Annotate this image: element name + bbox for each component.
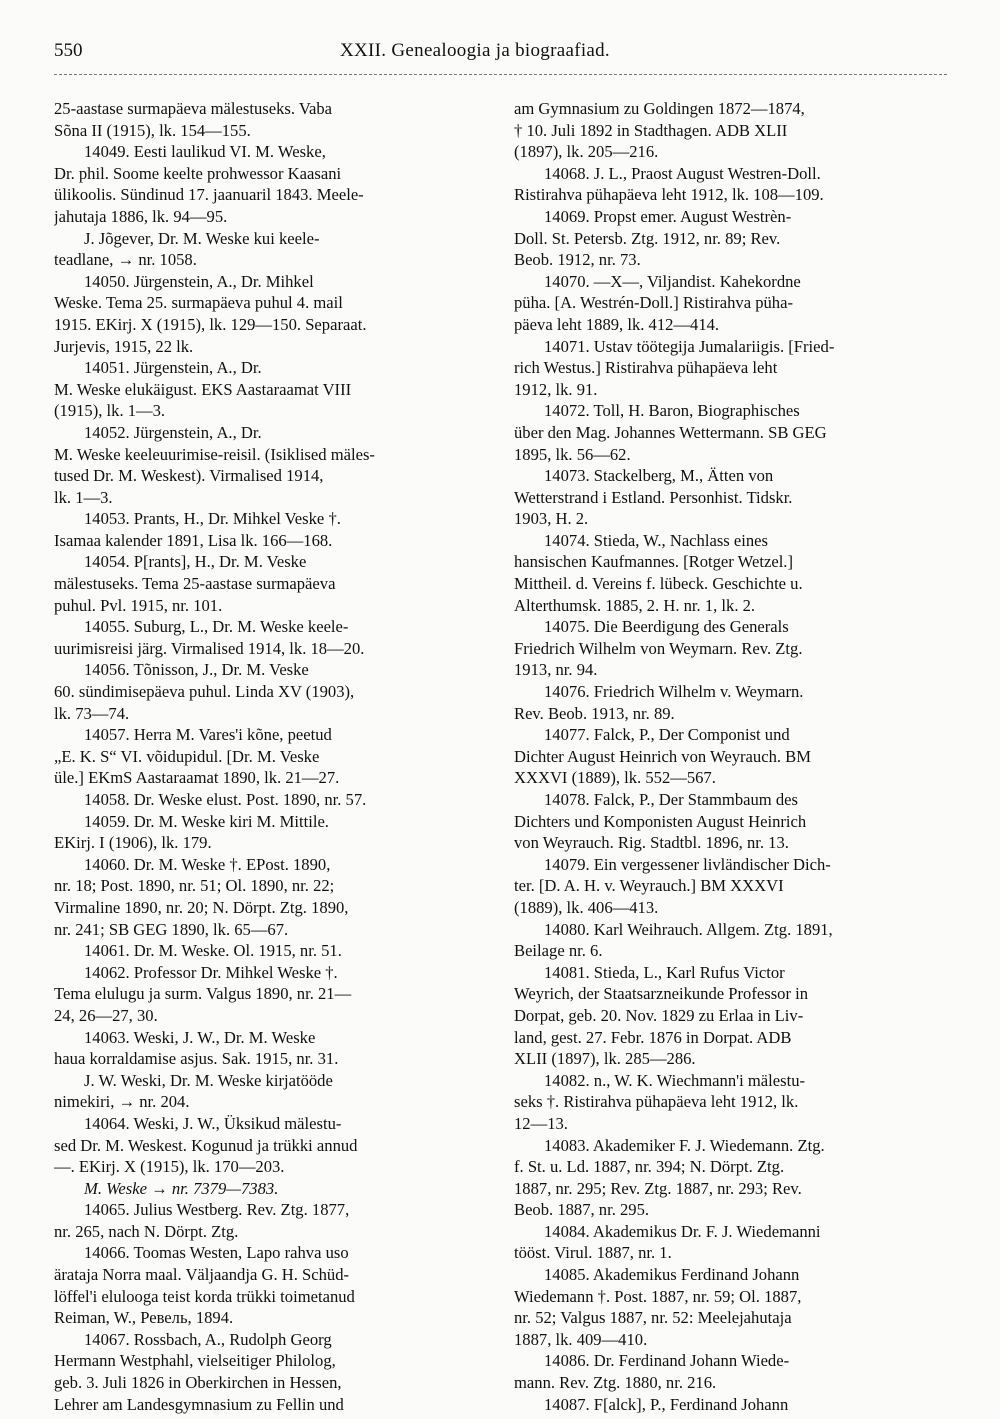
text-line: Hermann Westphahl, vielseitiger Philolog, — [54, 1351, 336, 1371]
text-line: 14070. —X—, Viljandist. Kahekordne — [544, 271, 801, 291]
text-line: (1889), lk. 406—413. — [514, 897, 659, 917]
text-line: Friedrich Wilhelm von Weymarn. Rev. Ztg. — [514, 638, 803, 658]
text-line: nr. 52; Valgus 1887, nr. 52: Meelejahutaja — [514, 1308, 792, 1328]
text-line: 14063. Weski, J. W., Dr. M. Weske — [84, 1027, 316, 1047]
text-line: 14052. Jürgenstein, A., Dr. — [84, 422, 262, 442]
text-line: 14077. Falck, P., Der Componist und — [544, 725, 790, 745]
text-line: seks †. Ristirahva pühapäeva leht 1912, lk. — [514, 1092, 799, 1112]
text-line: ter. [D. A. H. v. Weyrauch.] BM XXXVI — [514, 876, 784, 896]
text-line: 14076. Friedrich Wilhelm v. Weymarn. — [544, 682, 804, 702]
text-line: püha. [A. Westrén-Doll.] Ristirahva püha- — [514, 293, 793, 313]
text-line: uurimisreisi järg. Virmalised 1914, lk. 18—20. — [54, 638, 365, 658]
text-line: XLII (1897), lk. 285—286. — [514, 1049, 696, 1069]
text-line: 12—13. — [514, 1113, 568, 1133]
text-line: 1887, nr. 295; Rev. Ztg. 1887, nr. 293; Rev. — [514, 1178, 802, 1198]
text-line: nimekiri, → nr. 204. — [54, 1092, 190, 1112]
text-line: Weyrich, der Staatsarzneikunde Professor in — [514, 984, 809, 1004]
text-line: 14068. J. L., Praost August Westren-Doll. — [544, 163, 821, 183]
text-line: am Gymnasium zu Goldingen 1872—1874, — [514, 99, 805, 118]
text-line: 14049. Eesti laulikud VI. M. Weske, — [84, 142, 326, 162]
text-line: löffel'i elulooga teist korda trükki toimetanud — [54, 1286, 355, 1306]
text-line: geb. 3. Juli 1826 in Oberkirchen in Hessen, — [54, 1373, 342, 1393]
text-line: 14065. Julius Westberg. Rev. Ztg. 1877, — [84, 1200, 350, 1220]
text-line: Weske. Tema 25. surmapäeva puhul 4. mail — [54, 293, 343, 313]
text-line: —. EKirj. X (1915), lk. 170—203. — [54, 1157, 285, 1177]
text-line: 14067. Rossbach, A., Rudolph Georg — [84, 1329, 332, 1349]
text-line: über den Mag. Johannes Wettermann. SB GEG — [514, 422, 827, 442]
text-line: lk. 1—3. — [54, 487, 113, 507]
text-line: EKirj. I (1906), lk. 179. — [54, 833, 212, 853]
text-line: land, gest. 27. Febr. 1876 in Dorpat. ADB — [514, 1027, 792, 1047]
text-line: 14086. Dr. Ferdinand Johann Wiede- — [544, 1351, 790, 1371]
text-line: 14073. Stackelberg, M., Ätten von — [544, 466, 774, 486]
text-line: Wetterstrand i Estland. Personhist. Tidskr. — [514, 487, 793, 507]
text-line: 14069. Propst emer. August Westrèn- — [544, 206, 792, 226]
text-line: 14081. Stieda, L., Karl Rufus Victor — [544, 962, 785, 982]
text-line: 14083. Akademiker F. J. Wiedemann. Ztg. — [544, 1135, 825, 1155]
text-line: lk. 73—74. — [54, 703, 130, 723]
text-line: 14061. Dr. M. Weske. Ol. 1915, nr. 51. — [84, 941, 342, 961]
text-line: Jurjevis, 1915, 22 lk. — [54, 336, 194, 356]
text-line: von Weyrauch. Rig. Stadtbl. 1896, nr. 13. — [514, 833, 789, 853]
text-line: 1913, nr. 94. — [514, 660, 598, 680]
text-line: Beob. 1887, nr. 295. — [514, 1200, 650, 1220]
text-line: tööst. Virul. 1887, nr. 1. — [514, 1243, 672, 1263]
text-line: Alterthumsk. 1885, 2. H. nr. 1, lk. 2. — [514, 595, 756, 615]
text-line: Tema elulugu ja surm. Valgus 1890, nr. 21— — [54, 984, 352, 1004]
text-line: Doll. St. Petersb. Ztg. 1912, nr. 89; Rev. — [514, 228, 781, 248]
text-line: 14060. Dr. M. Weske †. EPost. 1890, — [84, 854, 331, 874]
text-line: „E. K. S“ VI. võidupidul. [Dr. M. Veske — [54, 746, 320, 766]
text-line: rich Westus.] Ristirahva pühapäeva leht — [514, 358, 778, 378]
text-line: f. St. u. Ld. 1887, nr. 394; N. Dörpt. Ztg. — [514, 1157, 785, 1177]
text-line: 14066. Toomas Westen, Lapo rahva uso — [84, 1243, 349, 1263]
text-line: ülikoolis. Sündinud 17. jaanuaril 1843. Meele- — [54, 185, 364, 205]
text-line: † 10. Juli 1892 in Stadthagen. ADB XLII — [514, 120, 788, 140]
text-line: 14055. Suburg, L., Dr. M. Weske keele- — [84, 617, 349, 637]
text-line: 14078. Falck, P., Der Stammbaum des — [544, 790, 798, 809]
text-line: nr. 265, nach N. Dörpt. Ztg. — [54, 1221, 239, 1241]
text-line: 14064. Weski, J. W., Üksikud mälestu- — [84, 1113, 342, 1133]
text-line: 1895, lk. 56—62. — [514, 444, 631, 464]
text-line: nr. 18; Post. 1890, nr. 51; Ol. 1890, nr. 22; — [54, 876, 335, 896]
left-column — [54, 98, 483, 1415]
text-line: mälestuseks. Tema 25-aastase surmapäeva — [54, 574, 336, 594]
page-number: 550 — [54, 40, 83, 61]
text-line: 1903, H. 2. — [514, 509, 589, 529]
text-line: 14054. P[rants], H., Dr. M. Veske — [84, 552, 307, 572]
right-column — [514, 98, 943, 1415]
running-title: XXII. Genealoogia ja biograafiad. — [340, 40, 610, 61]
text-line: Virmaline 1890, nr. 20; N. Dörpt. Ztg. 1890, — [54, 897, 349, 917]
text-line: M. Weske → nr. 7379—7383. — [84, 1178, 279, 1198]
text-line: 14074. Stieda, W., Nachlass eines — [544, 530, 768, 550]
text-line: J. Jõgever, Dr. M. Weske kui keele- — [84, 228, 320, 248]
text-line: 14059. Dr. M. Weske kiri M. Mittile. — [84, 811, 329, 831]
text-line: 14071. Ustav töötegija Jumalariigis. [Fried- — [544, 336, 835, 356]
text-line: nr. 241; SB GEG 1890, lk. 65—67. — [54, 919, 289, 939]
text-line: 14050. Jürgenstein, A., Dr. Mihkel — [84, 271, 314, 291]
text-line: J. W. Weski, Dr. M. Weske kirjatööde — [84, 1070, 333, 1090]
text-line: 14057. Herra M. Vares'i kõne, peetud — [84, 725, 332, 745]
text-line: 14075. Die Beerdigung des Generals — [544, 617, 789, 637]
text-line: M. Weske keeleuurimise-reisil. (Isiklised mäles- — [54, 444, 375, 464]
text-line: 14053. Prants, H., Dr. Mihkel Veske †. — [84, 509, 341, 529]
text-line: 1887, lk. 409—410. — [514, 1329, 648, 1349]
text-line: Isamaa kalender 1891, Lisa lk. 166—168. — [54, 530, 333, 550]
text-line: Mittheil. d. Vereins f. lübeck. Geschichte u. — [514, 574, 803, 594]
text-line: 25-aastase surmapäeva mälestuseks. Vaba — [54, 99, 333, 118]
text-line: Dorpat, geb. 20. Nov. 1829 zu Erlaa in Liv- — [514, 1005, 804, 1025]
text-line: 14084. Akademikus Dr. F. J. Wiedemanni — [544, 1221, 821, 1241]
text-line: teadlane, → nr. 1058. — [54, 250, 197, 270]
text-line: Dr. phil. Soome keelte prohwessor Kaasani — [54, 163, 342, 183]
text-line: 14085. Akademikus Ferdinand Johann — [544, 1265, 800, 1285]
text-line: M. Weske elukäigust. EKS Aastaraamat VIII — [54, 379, 352, 399]
text-line: 14051. Jürgenstein, A., Dr. — [84, 358, 262, 378]
text-line: üle.] EKmS Aastaraamat 1890, lk. 21—27. — [54, 768, 340, 788]
text-line: Rev. Beob. 1913, nr. 89. — [514, 703, 675, 723]
text-line: Lehrer am Landesgymnasium zu Fellin und — [54, 1394, 344, 1414]
text-line: jahutaja 1886, lk. 94—95. — [54, 206, 228, 226]
text-line: Beob. 1912, nr. 73. — [514, 250, 641, 270]
text-line: (1915), lk. 1—3. — [54, 401, 166, 421]
text-line: Reiman, W., Ревель, 1894. — [54, 1308, 234, 1328]
text-line: äratajа Norra maal. Väljaandja G. H. Schüd- — [54, 1265, 350, 1285]
text-line: tused Dr. M. Weskest). Virmalised 1914, — [54, 466, 324, 486]
text-line: 14079. Ein vergessener livländischer Dich- — [544, 854, 831, 874]
text-line: 14058. Dr. Weske elust. Post. 1890, nr. 57. — [84, 790, 367, 809]
text-line: Sõna II (1915), lk. 154—155. — [54, 120, 251, 140]
text-line: Dichters und Komponisten August Heinrich — [514, 811, 807, 831]
text-line: päeva leht 1889, lk. 412—414. — [514, 314, 720, 334]
text-line: puhul. Pvl. 1915, nr. 101. — [54, 595, 223, 615]
text-line: 24, 26—27, 30. — [54, 1005, 158, 1025]
header-divider — [54, 74, 947, 75]
text-line: Beilage nr. 6. — [514, 941, 603, 961]
text-line: 14080. Karl Weihrauch. Allgem. Ztg. 1891, — [544, 919, 833, 939]
text-line: 14082. n., W. K. Wiechmann'i mälestu- — [544, 1070, 806, 1090]
text-line: 14056. Tõnisson, J., Dr. M. Veske — [84, 660, 309, 680]
text-line: 14062. Professor Dr. Mihkel Weske †. — [84, 962, 338, 982]
text-line: Ristirahva pühapäeva leht 1912, lk. 108—109. — [514, 185, 824, 205]
text-line: sed Dr. M. Weskest. Kogunud ja trükki annud — [54, 1135, 358, 1155]
text-line: XXXVI (1889), lk. 552—567. — [514, 768, 716, 788]
text-line: haua korraldamise asjus. Sak. 1915, nr. 31. — [54, 1049, 339, 1069]
text-line: mann. Rev. Ztg. 1880, nr. 216. — [514, 1373, 717, 1393]
text-line: 14072. Toll, H. Baron, Biographisches — [544, 401, 800, 421]
text-line: Wiedemann †. Post. 1887, nr. 59; Ol. 1887, — [514, 1286, 802, 1306]
text-line: 60. sündimisepäeva puhul. Linda XV (1903), — [54, 682, 355, 702]
text-line: Dichter August Heinrich von Weyrauch. BM — [514, 746, 811, 766]
text-line: 1915. EKirj. X (1915), lk. 129—150. Separaat. — [54, 314, 367, 334]
text-line: 1912, lk. 91. — [514, 379, 598, 399]
text-line: hansischen Kaufmannes. [Rotger Wetzel.] — [514, 552, 793, 572]
text-line: 14087. F[alck], P., Ferdinand Johann — [544, 1394, 789, 1414]
text-line: (1897), lk. 205—216. — [514, 142, 659, 162]
